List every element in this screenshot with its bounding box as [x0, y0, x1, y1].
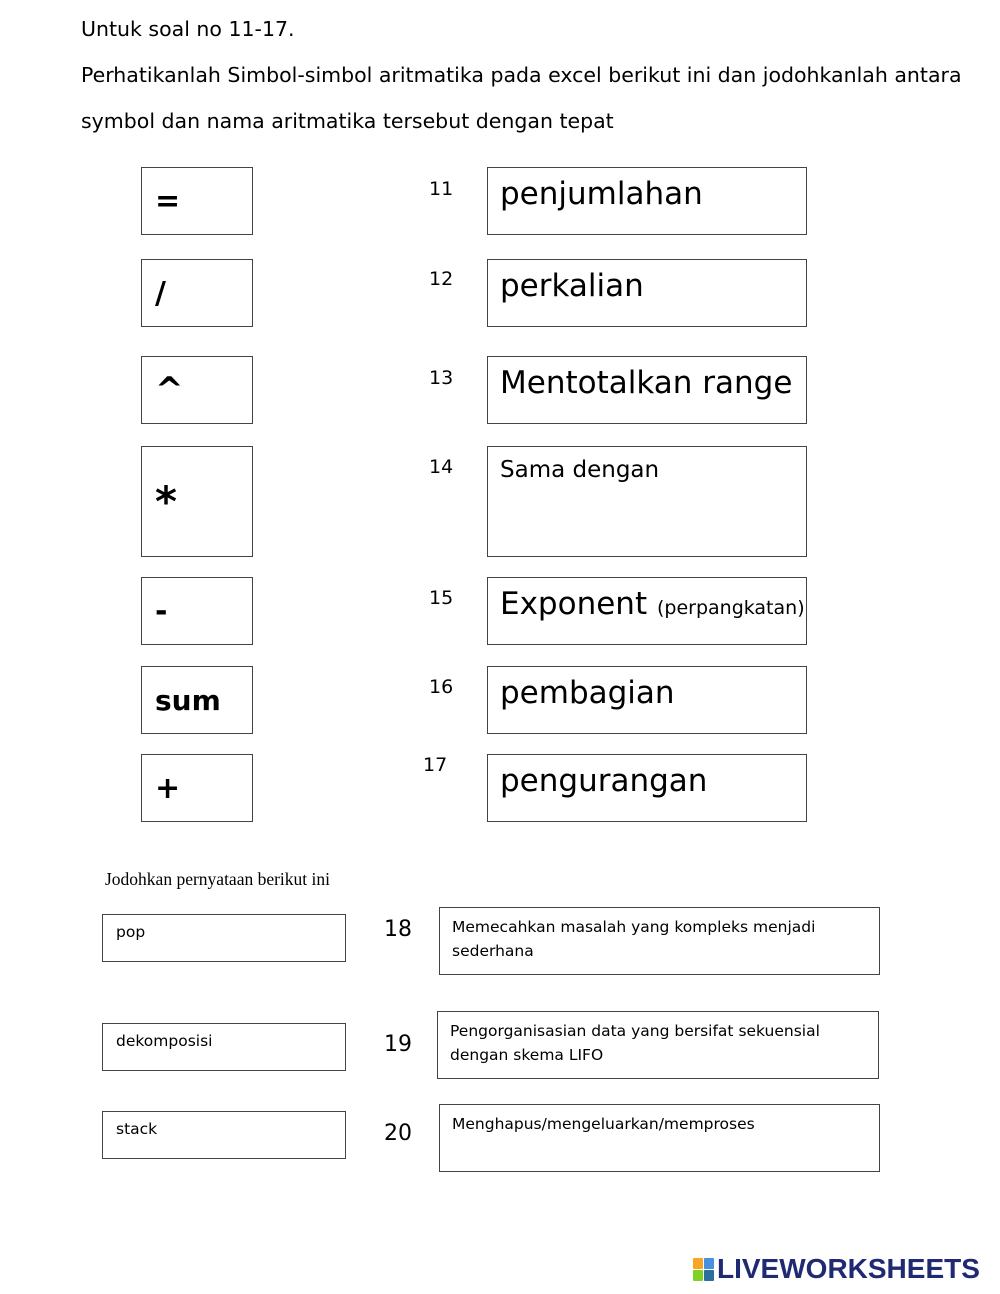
answer-text: perkalian [500, 268, 644, 304]
question-number: 20 [384, 1121, 412, 1146]
symbol-text: - [155, 593, 168, 629]
logo-text: LIVEWORKSHEETS [717, 1253, 980, 1284]
definition-box-menghapus[interactable] [439, 1104, 880, 1172]
instruction-line-2: Perhatikanlah Simbol-simbol aritmatika pada excel berikut ini dan jodohkanlah antara [81, 63, 962, 87]
symbol-box-multiply[interactable] [141, 446, 253, 557]
question-number: 11 [429, 178, 454, 200]
question-number: 18 [384, 917, 412, 942]
answer-text: pengurangan [500, 763, 708, 799]
term-box-pop[interactable] [102, 914, 346, 962]
question-number: 19 [384, 1032, 412, 1057]
liveworksheets-logo [693, 1253, 980, 1285]
symbol-box-minus[interactable] [141, 577, 253, 645]
answer-text: pembagian [500, 675, 675, 711]
answer-text: Sama dengan [500, 457, 660, 483]
symbol-text: ^ [155, 370, 184, 410]
answer-note: (perpangkatan) [656, 597, 805, 619]
term-box-dekomposisi[interactable] [102, 1023, 346, 1071]
answer-box-pengurangan[interactable] [487, 754, 807, 822]
symbol-box-plus[interactable] [141, 754, 253, 822]
definition-box-pengorganisasian[interactable] [437, 1011, 879, 1079]
symbol-box-caret[interactable] [141, 356, 253, 424]
answer-box-sama-dengan[interactable] [487, 446, 807, 557]
symbol-text: / [155, 275, 166, 311]
symbol-box-divide[interactable] [141, 259, 253, 327]
liveworksheets-logo-mark [693, 1258, 714, 1281]
symbol-text: = [155, 183, 181, 219]
definition-text: Menghapus/mengeluarkan/memproses [452, 1115, 755, 1133]
answer-box-mentotalkan-range[interactable] [487, 356, 807, 424]
symbol-text: * [155, 477, 177, 526]
answer-box-penjumlahan[interactable] [487, 167, 807, 235]
answer-box-pembagian[interactable] [487, 666, 807, 734]
answer-text: Mentotalkan range [500, 365, 793, 401]
question-number: 14 [429, 456, 454, 478]
term-text: pop [116, 923, 146, 941]
instruction-line-3: symbol dan nama aritmatika tersebut dengan tepat [81, 109, 614, 133]
section-2-heading: Jodohkan pernyataan berikut ini [105, 869, 331, 889]
symbol-text: + [155, 770, 181, 806]
question-number: 15 [429, 587, 454, 609]
definition-text: Pengorganisasian data yang bersifat sekuensial dengan skema LIFO [450, 1022, 820, 1064]
question-number: 17 [423, 754, 448, 776]
definition-box-memecahkan[interactable] [439, 907, 880, 975]
question-number: 16 [429, 676, 454, 698]
term-text: dekomposisi [116, 1032, 213, 1050]
definition-text: Memecahkan masalah yang kompleks menjadi sederhana [452, 918, 816, 960]
symbol-box-equals[interactable] [141, 167, 253, 235]
answer-box-perkalian[interactable] [487, 259, 807, 327]
answer-text: penjumlahan [500, 176, 703, 212]
answer-box-exponent[interactable] [487, 577, 807, 645]
question-number: 12 [429, 268, 454, 290]
symbol-box-sum[interactable] [141, 666, 253, 734]
symbol-text: sum [155, 683, 221, 717]
term-box-stack[interactable] [102, 1111, 346, 1159]
question-number: 13 [429, 367, 454, 389]
term-text: stack [116, 1120, 158, 1138]
instruction-line-1: Untuk soal no 11-17. [81, 17, 295, 41]
answer-text: Exponent [500, 586, 648, 622]
